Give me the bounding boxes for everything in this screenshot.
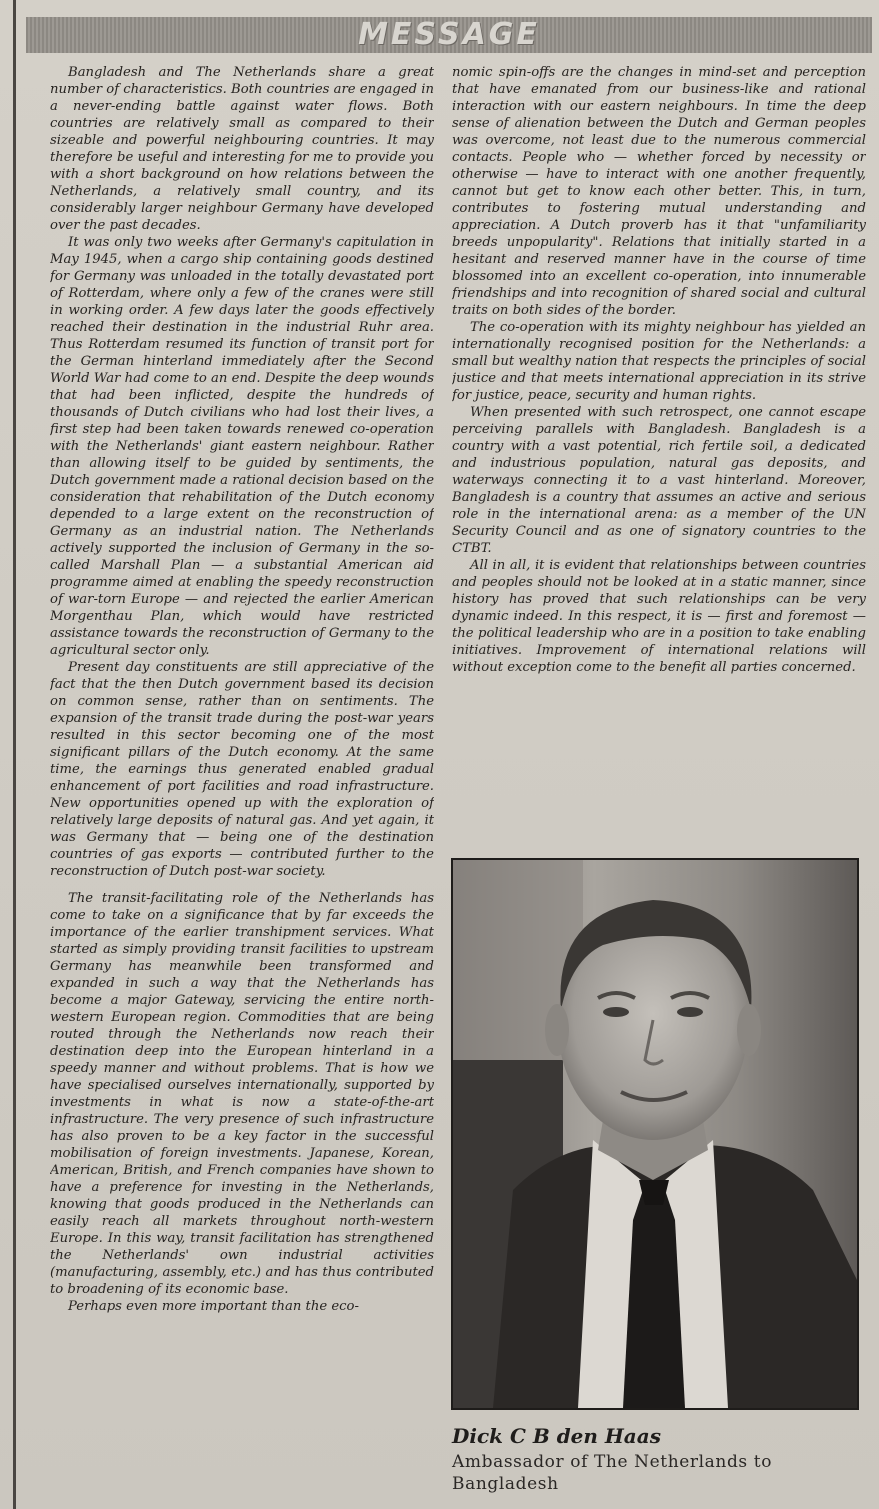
paragraph: The co-operation with its mighty neighbour has yielded an internationally recognised position for the Netherlands: a small but wealthy nation that respects the principles of social justice and that meets international appreciation in its strive for justice, peace, security and human rights.	[452, 320, 866, 403]
ambassador-portrait-photo	[451, 858, 859, 1410]
left-article-column	[50, 64, 434, 1504]
right-article-column	[452, 64, 866, 854]
paragraph: When presented with such retrospect, one cannot escape perceiving parallels with Bangladesh. Bangladesh is a country with a vast potential, rich fertile soil, a dedicated and industrious population, natural gas deposits, and waterways connecting it to a vast hinterland. Moreover, Bangladesh is a country that assumes an active and serious role in the international arena: as a member of the UN Security Council and as one of signatory countries to the CTBT.	[452, 405, 866, 556]
paragraph: Perhaps even more important than the eco-	[68, 1299, 359, 1314]
caption-name: Dick C B den Haas	[452, 1424, 661, 1448]
paragraph: Present day constituents are still appreciative of the fact that the then Dutch government based its decision on common sense, rather than on sentiments. The expansion of the transit trade during the post-war years resulted in this sector becoming one of the most significant pillars of the Dutch economy. At the same time, the earnings thus generated enabled gradual enhancement of port facilities and road infrastructure. New opportunities opened up with the exploration of relatively large deposits of natural gas. And yet again, it was Germany that — being one of the destination countries of gas exports — contributed further to the reconstruction of Dutch post-war society.	[50, 660, 434, 879]
paragraph: All in all, it is evident that relationships between countries and peoples should not be looked at in a static manner, since history has proved that such relationships can be very dynamic indeed. In this respect, it is — first and foremost — the political leadership who are in a position to take enabling initiatives. Improvement of international relations will without exception come to the benefit all parties concerned.	[452, 558, 866, 675]
paragraph: The transit-facilitating role of the Netherlands has come to take on a significance that by far exceeds the importance of the earlier transhipment services. What started as simply providing transit facilities to upstream Germany has meanwhile been transformed and expanded in such a way that the Netherlands has become a major Gateway, servicing the entire north-western European region. Commodities that are being routed through the Netherlands now reach their destination deep into the European hinterland in a speedy manner and without problems. That is how we have specialised ourselves internationally, supported by investments in what is now a state-of-the-art infrastructure. The very presence of such infrastructure has also proven to be a key factor in the successful mobilisation of foreign investments. Japanese, Korean, American, British, and French companies have shown to have a preference for investing in the Netherlands, knowing that goods produced in the Netherlands can easily reach all markets throughout north-western Europe. In this way, transit facilitation has strengthened the Netherlands' own industrial activities (manufacturing, assembly, etc.) and has thus contributed to broadening of its economic base.	[50, 891, 434, 1297]
caption-title: Ambassador of The Netherlands to Bangladesh	[452, 1452, 773, 1494]
column-rule	[13, 0, 16, 1509]
paragraph: Bangladesh and The Netherlands share a great number of characteristics. Both countries are engaged in a never-ending battle against water flows. Both countries are relatively small as compared to their sizeable and powerful neighbouring countries. It may therefore be useful and interesting for me to provide you with a short background on how relations between the Netherlands, a relatively small country, and its considerably larger neighbour Germany have developed over the past decades.	[50, 65, 434, 233]
paragraph: It was only two weeks after Germany's capitulation in May 1945, when a cargo ship containing goods destined for Germany was unloaded in the totally devastated port of Rotterdam, where only a few of the cranes were still in working order. A few days later the goods effectively reached their destination in the industrial Ruhr area. Thus Rotterdam resumed its function of transit port for the German hinterland immediately after the Second World War had come to an end. Despite the deep wounds that had been inflicted, despite the hundreds of thousands of Dutch civilians who had lost their lives, a first step had been taken towards renewed co-operation with the Netherlands' giant eastern neighbour. Rather than allowing itself to be guided by sentiments, the Dutch government made a rational decision based on the consideration that rehabilitation of the Dutch economy depended to a large extent on the reconstruction of Germany as an industrial nation. The Netherlands actively supported the inclusion of Germany in the so-called Marshall Plan — a substantial American aid programme aimed at enabling the speedy reconstruction of war-torn Europe — and rejected the earlier American Morgenthau Plan, which would have restricted assistance towards the reconstruction of Germany to the agricultural sector only.	[50, 235, 434, 658]
section-banner	[26, 17, 872, 53]
banner-title: MESSAGE	[358, 17, 540, 52]
paragraph: nomic spin-offs are the changes in mind-set and perception that have emanated from our business-like and rational interaction with our eastern neighbours. In time the deep sense of alienation between the Dutch and German peoples was overcome, not least due to the numerous commercial contacts. People who — whether forced by necessity or otherwise — have to interact with one another frequently, cannot but get to know each other better. This, in turn, contributes to fostering mutual understanding and appreciation. A Dutch proverb has it that "unfamiliarity breeds unpopularity". Relations that initially started in a hesitant and reserved manner have in the course of time blossomed into an excellent co-operation, into innumerable friendships and into recognition of shared social and cultural traits on both sides of the border.	[452, 65, 866, 318]
